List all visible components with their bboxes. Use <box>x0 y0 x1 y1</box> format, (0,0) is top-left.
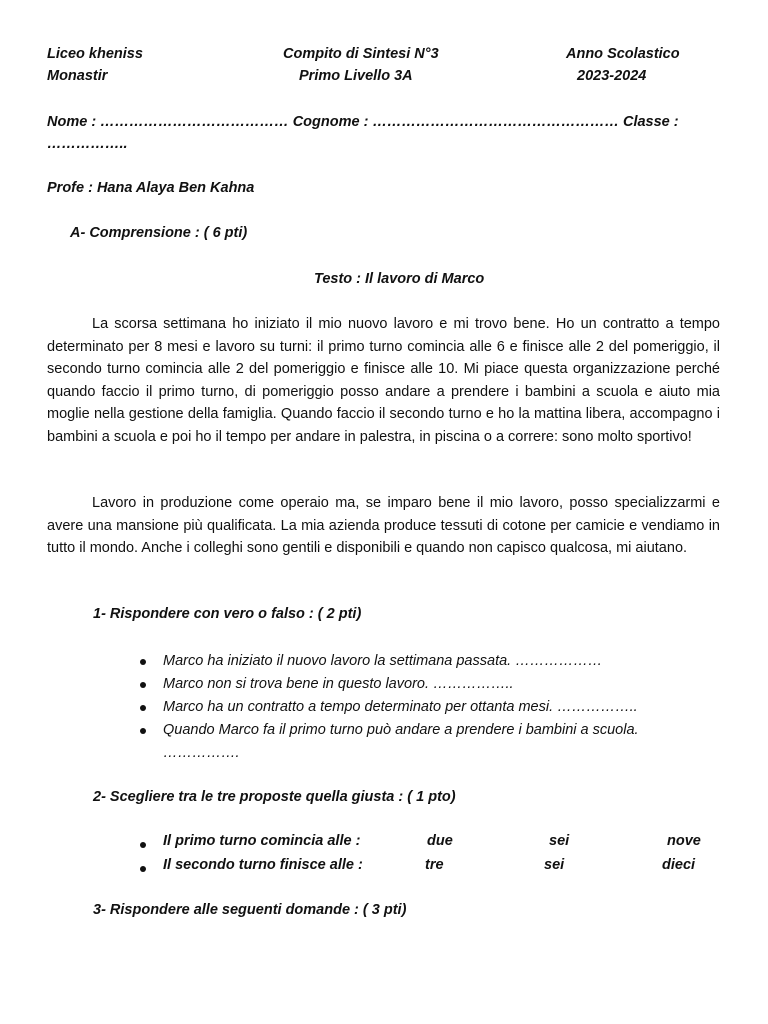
school-year: 2023-2024 <box>577 68 647 84</box>
teacher-name: Profe : Hana Alaya Ben Kahna <box>47 180 255 196</box>
exam-title: Compito di Sintesi N°3 <box>283 46 439 62</box>
question-1-heading: 1- Rispondere con vero o falso : ( 2 pti) <box>93 606 362 622</box>
choice-option: sei <box>544 857 565 873</box>
question-2-heading: 2- Scegliere tra le tre proposte quella giusta : ( 1 pto) <box>93 789 456 805</box>
choice-row <box>140 857 720 880</box>
student-info-line-cont: …………….. <box>47 136 128 152</box>
choice-option: due <box>427 833 453 849</box>
bullet-icon <box>140 659 146 665</box>
choice-option: nove <box>667 833 701 849</box>
choice-option: tre <box>425 857 444 873</box>
choice-label: Il secondo turno finisce alle : <box>163 857 363 873</box>
student-info-line: Nome : ………………………………… Cognome : …………………………………………… Classe : <box>47 114 679 130</box>
reading-paragraph-1: La scorsa settimana ho iniziato il mio nuovo lavoro e mi trovo bene. Ho un contratto a tempo determinato per 8 mesi e lavoro su turni: il primo turno comincia alle 6 e finisce alle 2 del pomeriggio, il secondo turno comincia alle 2 del pomeriggio e finisce alle 10. Mi piace questa organizzazione perché quando faccio il primo turno, di pomeriggio posso andare a prendere i bambini a scuola e aiuto mia moglie nella gestione della famiglia. Quando faccio il secondo turno e ho la mattina libera, accompagno i bambini a scuola e poi ho il tempo per andare in palestra, in piscina o a correre: sono molto sportivo! <box>47 316 720 445</box>
school-name: Liceo kheniss <box>47 46 143 62</box>
choice-row <box>140 833 720 856</box>
bullet-icon <box>140 842 146 848</box>
choice-option: dieci <box>662 857 696 873</box>
school-year-label: Anno Scolastico <box>566 46 680 62</box>
text-title: Testo : Il lavoro di Marco <box>314 271 485 287</box>
choice-option: sei <box>549 833 570 849</box>
question-3-heading: 3- Rispondere alle seguenti domande : ( 3 pti) <box>93 902 407 918</box>
bullet-icon <box>140 728 146 734</box>
bullet-icon <box>140 705 146 711</box>
exam-level: Primo Livello 3A <box>299 68 413 84</box>
list-item: Marco ha iniziato il nuovo lavoro la settimana passata. ……………… <box>140 650 710 673</box>
list-item: Marco ha un contratto a tempo determinato per ottanta mesi. …………….. <box>140 696 710 719</box>
choice-label: Il primo turno comincia alle : <box>163 833 361 849</box>
list-item: Quando Marco fa il primo turno può andare a prendere i bambini a scuola. ……………. <box>140 719 710 765</box>
school-city: Monastir <box>47 68 108 84</box>
list-item: Marco non si trova bene in questo lavoro. …………….. <box>140 673 710 696</box>
bullet-icon <box>140 682 146 688</box>
question-1-list <box>140 650 710 765</box>
bullet-icon <box>140 866 146 872</box>
section-a-heading: A- Comprensione : ( 6 pti) <box>70 225 248 241</box>
reading-paragraph-2: Lavoro in produzione come operaio ma, se imparo bene il mio lavoro, posso specializzarmi e avere una mansione più qualificata. La mia azienda produce tessuti di cotone per camicie e vendiamo in tutto il mondo. Anche i colleghi sono gentili e disponibili e quando non capisco qualcosa, mi aiutano. <box>47 495 720 557</box>
